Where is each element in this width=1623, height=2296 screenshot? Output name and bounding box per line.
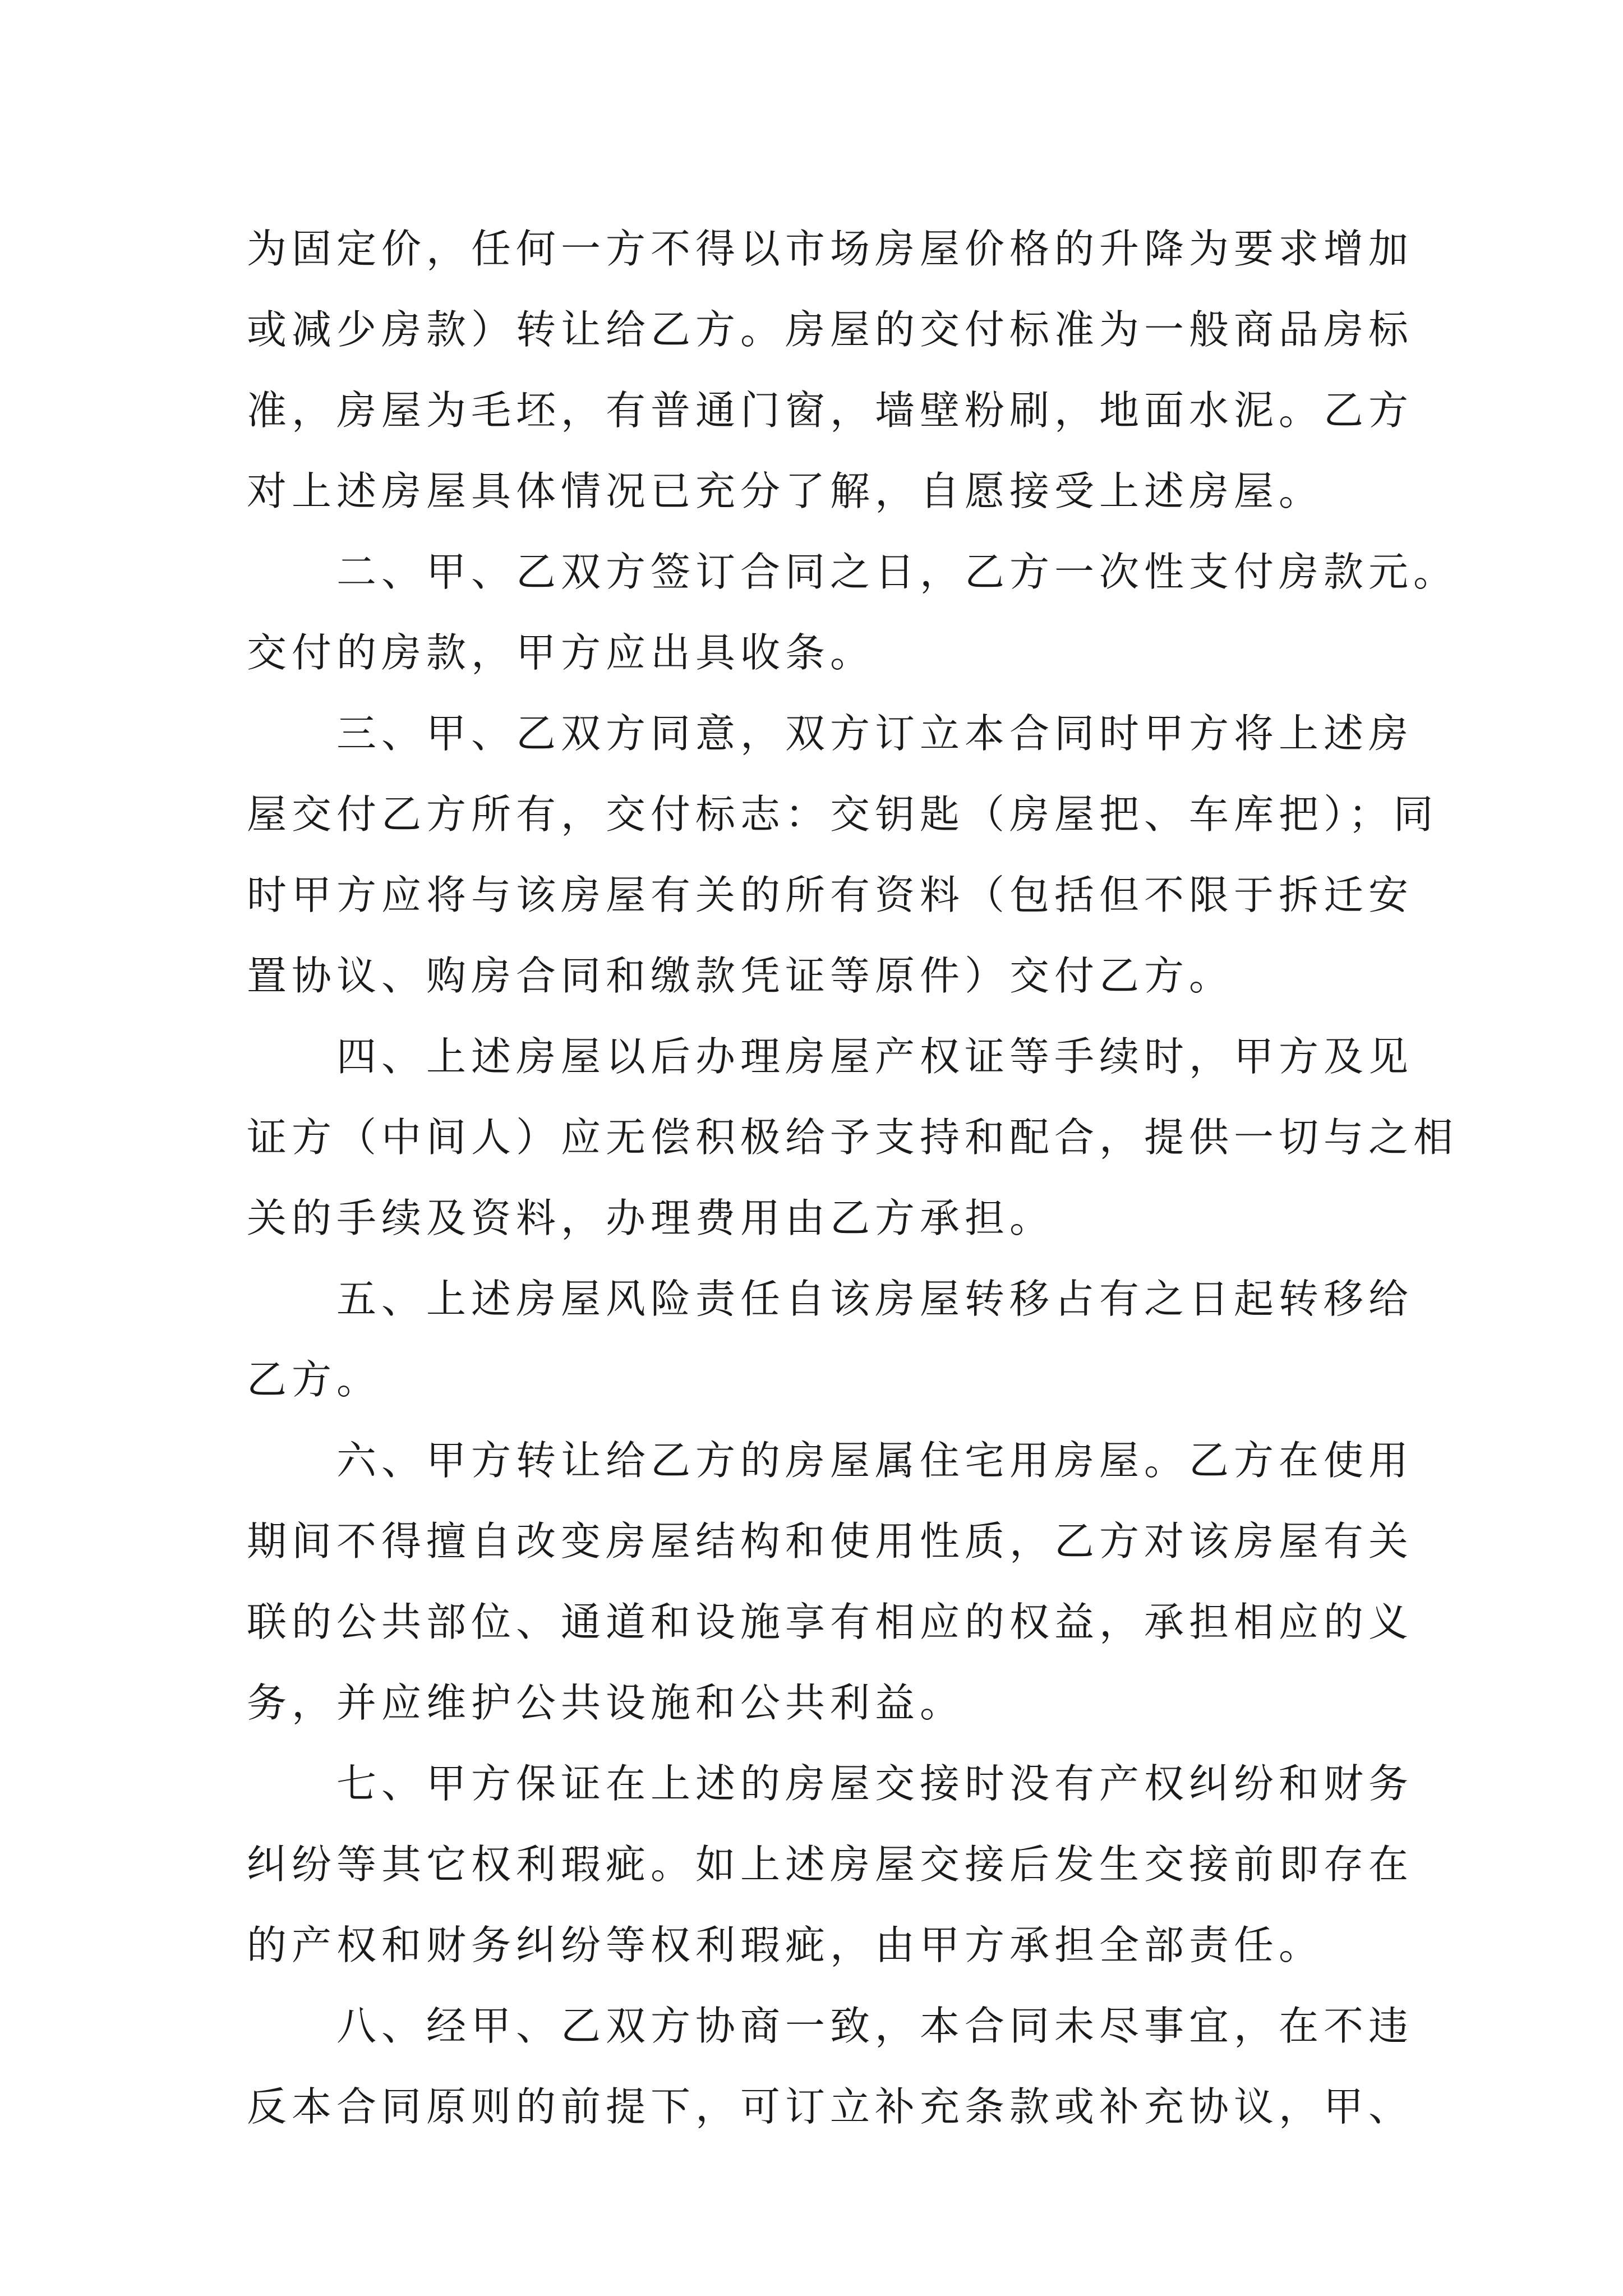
clause-3-start: 三、甲、乙双方同意，双方订立本合同时甲方将上述房	[336, 710, 1414, 757]
clause-6-start: 六、甲方转让给乙方的房屋属住宅用房屋。乙方在使用	[336, 1437, 1414, 1484]
text-line: 关的手续及资料，办理费用由乙方承担。	[247, 1195, 1055, 1241]
clause-2-start: 二、甲、乙双方签订合同之日，乙方一次性支付房款元。	[336, 549, 1459, 595]
clause-8-start: 八、经甲、乙双方协商一致，本合同未尽事宜，在不违	[336, 2003, 1414, 2049]
clause-5-start: 五、上述房屋风险责任自该房屋转移占有之日起转移给	[336, 1276, 1414, 1322]
text-line: 的产权和财务纠纷等权利瑕疵，由甲方承担全部责任。	[247, 1922, 1324, 1968]
text-line: 证方（中间人）应无偿积极给予支持和配合，提供一切与之相	[247, 1114, 1459, 1161]
text-line: 置协议、购房合同和缴款凭证等原件）交付乙方。	[247, 953, 1234, 999]
text-line: 纠纷等其它权利瑕疵。如上述房屋交接后发生交接前即存在	[247, 1841, 1414, 1888]
text-line: 准，房屋为毛坯，有普通门窗，墙壁粉刷，地面水泥。乙方	[247, 387, 1414, 434]
text-line: 对上述房屋具体情况已充分了解，自愿接受上述房屋。	[247, 468, 1324, 514]
text-line: 反本合同原则的前提下，可订立补充条款或补充协议，甲、	[247, 2083, 1414, 2130]
text-line: 期间不得擅自改变房屋结构和使用性质，乙方对该房屋有关	[247, 1518, 1414, 1565]
document-body	[247, 209, 1459, 2147]
text-line: 为固定价，任何一方不得以市场房屋价格的升降为要求增加	[247, 226, 1414, 272]
clause-4-start: 四、上述房屋以后办理房屋产权证等手续时，甲方及见	[336, 1033, 1414, 1080]
text-line: 乙方。	[247, 1356, 382, 1403]
text-line: 或减少房款）转让给乙方。房屋的交付标准为一般商品房标	[247, 306, 1414, 353]
clause-7-start: 七、甲方保证在上述的房屋交接时没有产权纠纷和财务	[336, 1760, 1414, 1807]
text-line: 屋交付乙方所有，交付标志：交钥匙（房屋把、车库把）；同	[247, 791, 1438, 838]
text-line: 务，并应维护公共设施和公共利益。	[247, 1680, 965, 1726]
text-line: 交付的房款，甲方应出具收条。	[247, 629, 875, 676]
text-line: 时甲方应将与该房屋有关的所有资料（包括但不限于拆迁安	[247, 872, 1414, 918]
text-line: 联的公共部位、通道和设施享有相应的权益，承担相应的义	[247, 1599, 1414, 1645]
